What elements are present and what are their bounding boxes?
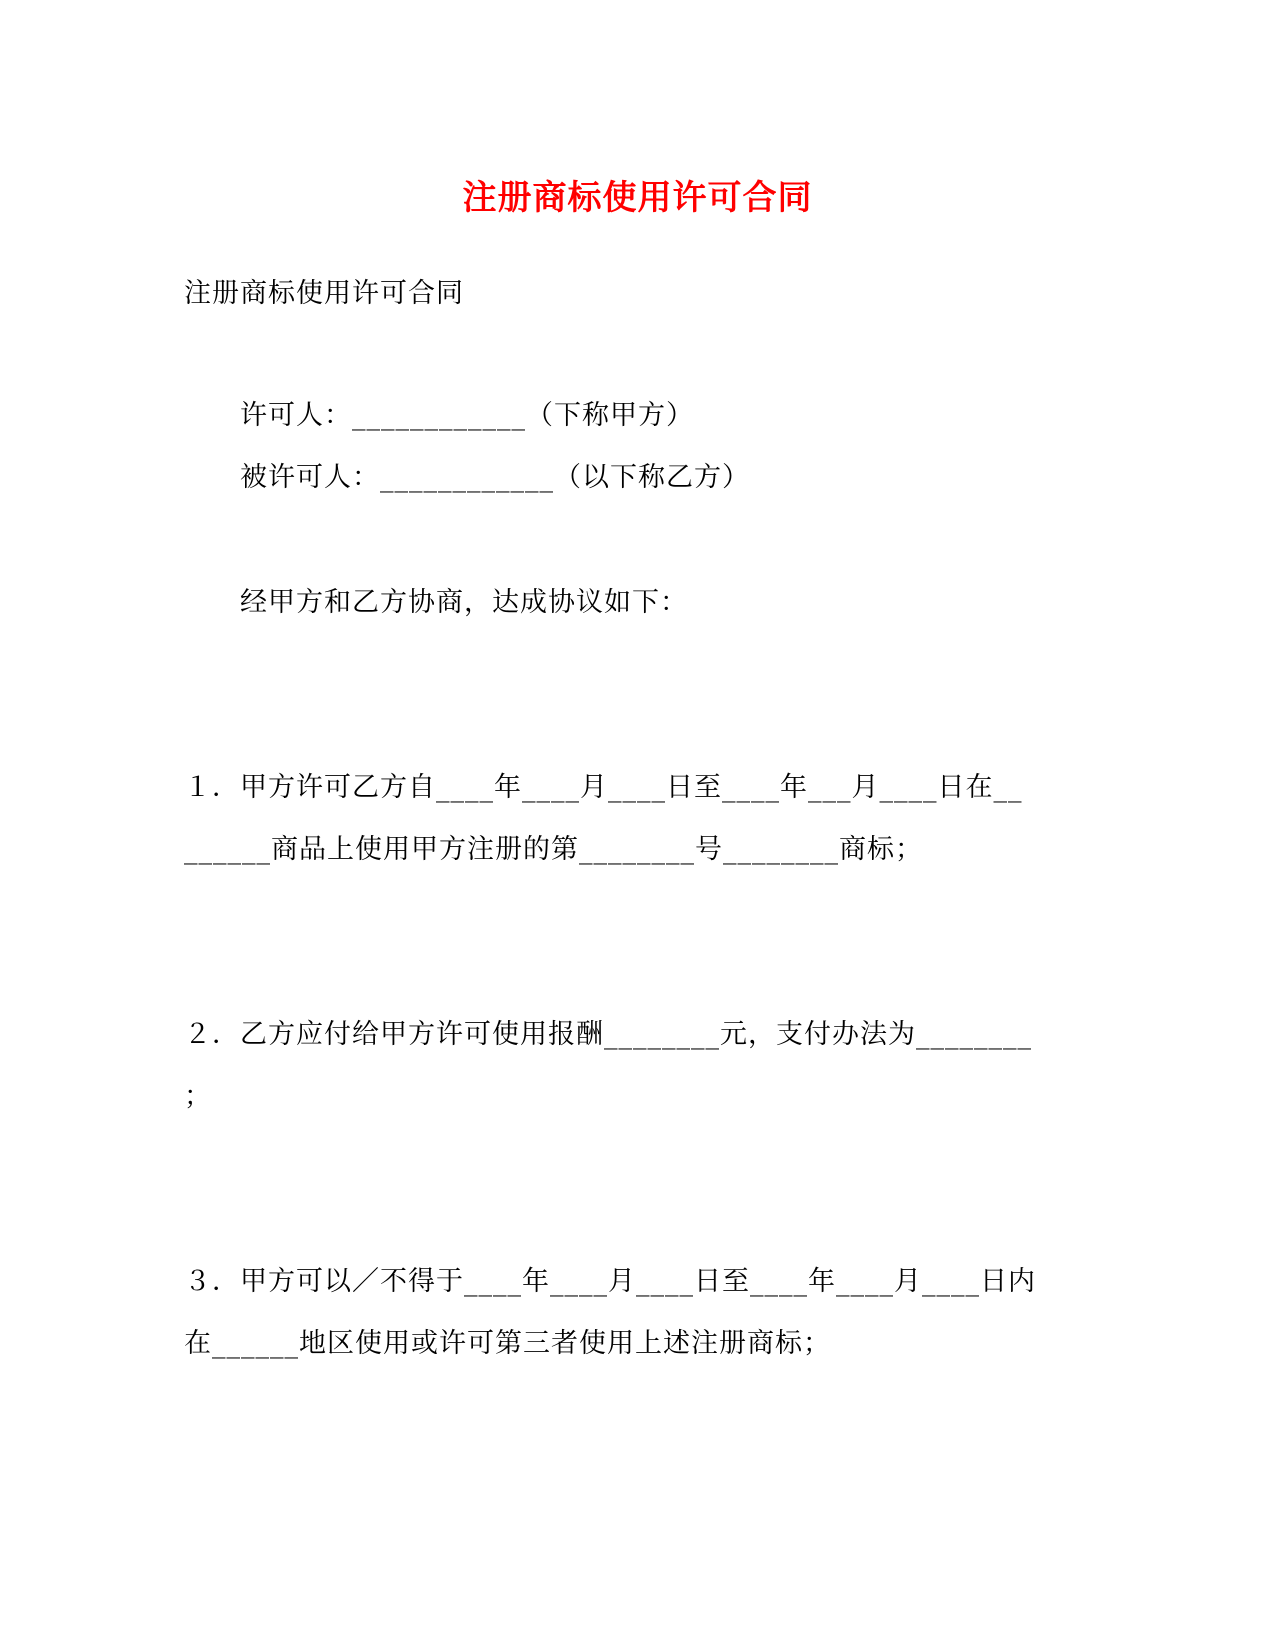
licensor-line: 许可人：____________（下称甲方） [240,400,694,431]
clause-3-line-2: 在______地区使用或许可第三者使用上述注册商标； [184,1328,831,1359]
clause-3-line-1: ３．甲方可以／不得于____年____月____日至____年____月____日内 [184,1266,1036,1297]
clause-2-line-1: ２．乙方应付给甲方许可使用报酬________元，支付办法为________ [184,1019,1032,1050]
agreement-intro: 经甲方和乙方协商，达成协议如下： [240,587,688,618]
document-subtitle: 注册商标使用许可合同 [184,278,464,309]
clause-1-line-1: １．甲方许可乙方自____年____月____日至____年___月____日在__ [184,772,1023,803]
document-title: 注册商标使用许可合同 [462,178,813,218]
clause-2-line-2: ； [184,1081,212,1112]
clause-1-line-2: ______商品上使用甲方注册的第________号________商标； [184,834,923,865]
licensee-line: 被许可人：____________（以下称乙方） [240,462,750,493]
